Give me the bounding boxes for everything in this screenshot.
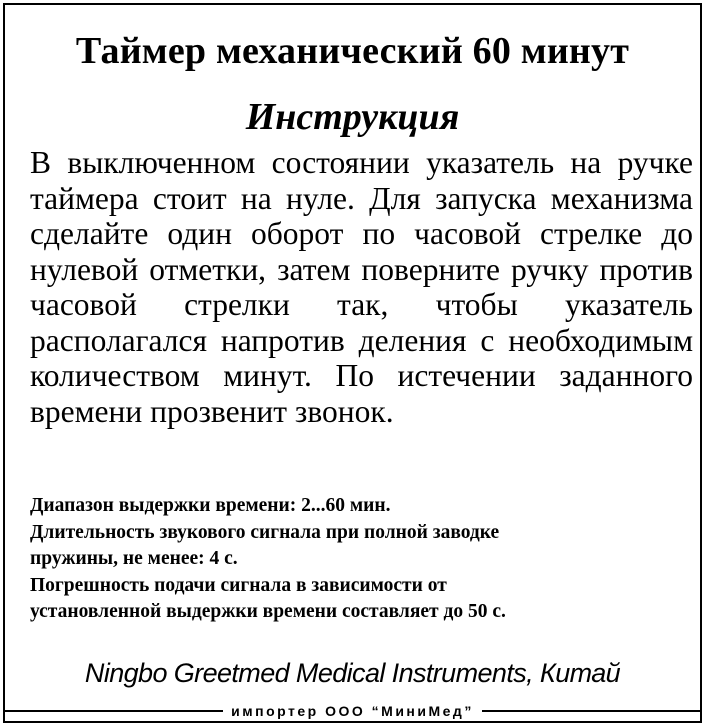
spec-signal-error-line2: установленной выдержки времени составляет до 50 с. [30, 601, 506, 622]
spec-signal-error-line1: Погрешность подачи сигнала в зависимости от [30, 574, 447, 596]
spec-signal-duration-line2: пружины, не менее: 4 с. [30, 548, 238, 569]
product-title: Таймер механический 60 минут [75, 30, 630, 72]
instruction-card [3, 3, 702, 723]
spec-signal-duration-line1: Длительность звукового сигнала при полной заводке [30, 521, 500, 543]
footer-divider-left [5, 710, 223, 712]
manufacturer-name: Ningbo Greetmed Medical Instruments, Китай [84, 658, 621, 688]
instructions-paragraph: В выключенном состоянии указатель на ручке таймера стоит на нуле. Для запуска механизма сделайте один оборот по часовой стрелке до нулевой отметки, затем поверните ручку против часовой стрелки так, чтобы указатель располагался напротив деления с необходимым количеством минут. По истечении заданного времени прозвенит звонок. [30, 145, 693, 429]
importer-name: импортер ООО “МиниМед” [231, 703, 474, 719]
spec-time-range: Диапазон выдержки времени: 2...60 мин. [30, 495, 391, 516]
instruction-heading: Инструкция [245, 96, 460, 138]
importer-footer [5, 700, 700, 722]
footer-divider-right [482, 710, 700, 712]
specifications-block [30, 493, 698, 626]
